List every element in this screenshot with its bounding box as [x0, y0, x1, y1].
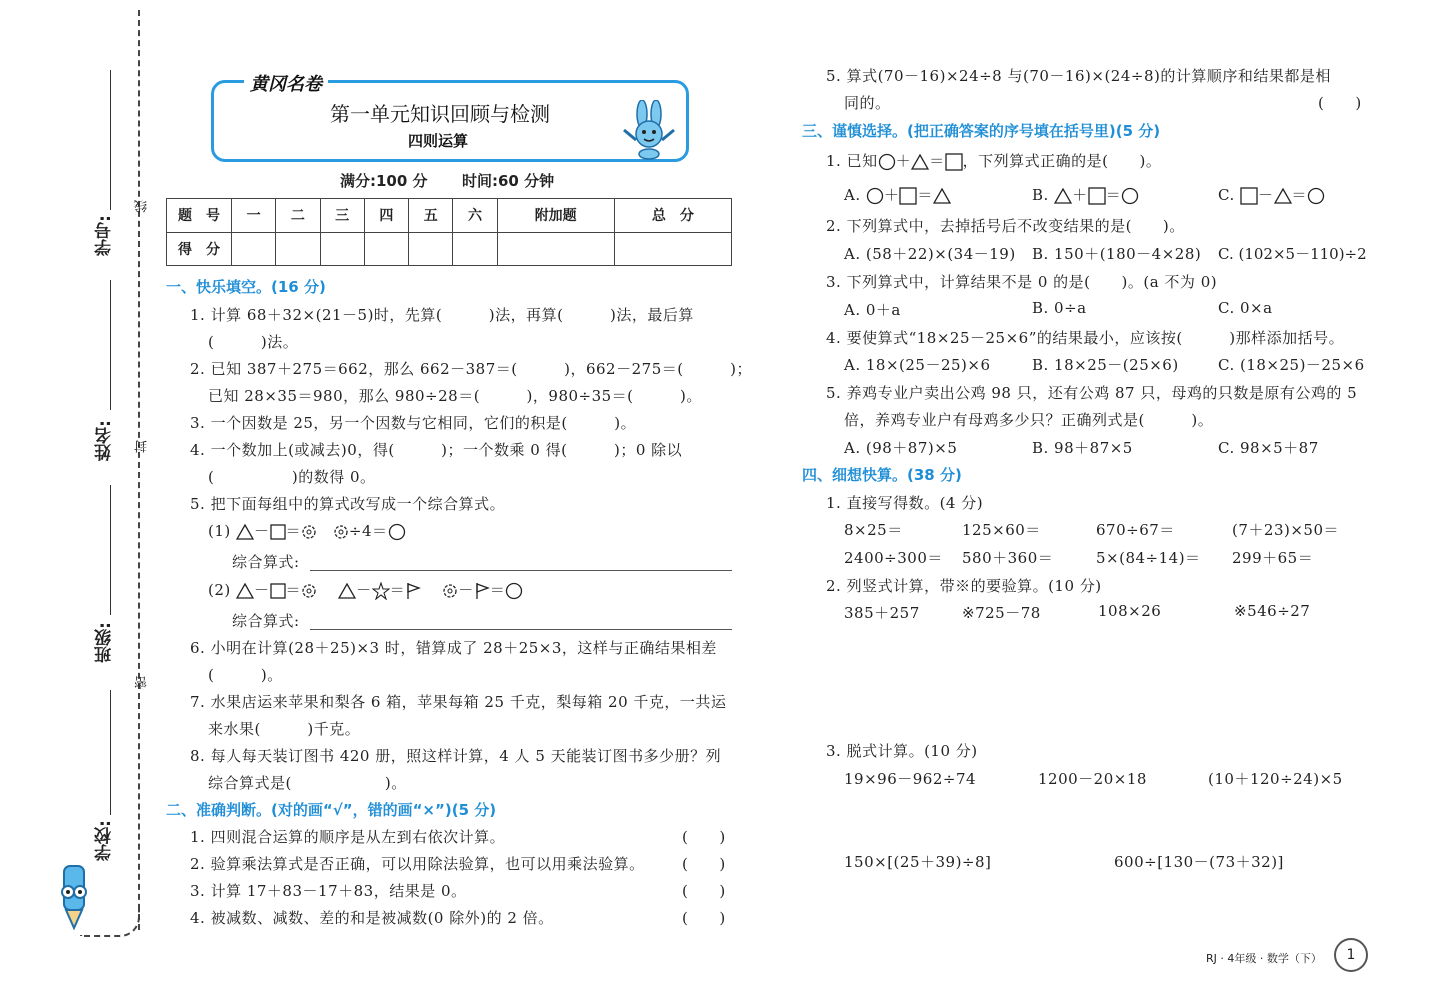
rabbit-mascot-icon: [618, 100, 680, 160]
s1-q5-1: (1) － ＝ ÷4＝: [208, 520, 406, 541]
score-table-header-row: [167, 199, 732, 233]
s4-q2: 2. 列竖式计算，带※的要验算。(10 分): [826, 577, 1102, 595]
score-input-cell[interactable]: [409, 232, 453, 266]
s3-q3-option-a[interactable]: A. 0＋a: [844, 301, 901, 319]
s1-q1-line2: ( )法。: [208, 333, 299, 351]
s1-q5: 5. 把下面每组中的算式改写成一个综合算式。: [190, 495, 506, 513]
circle-icon: [878, 153, 896, 171]
section-3-heading: 三、谨慎选择。(把正确答案的序号填在括号里)(5 分): [802, 122, 1161, 140]
triangle-icon: [933, 188, 951, 204]
s3-q2-option-b[interactable]: B. 150＋(180－4×28): [1032, 245, 1202, 263]
q5-1-label: (1): [208, 522, 231, 540]
score-header-cell: 附加题: [497, 199, 614, 233]
footer-label: RJ · 4年级 · 数学（下）: [1206, 952, 1322, 965]
student-id-line[interactable]: [110, 70, 111, 210]
s3-q5-option-c[interactable]: C. 98×5＋87: [1218, 439, 1319, 457]
direct-calc-item[interactable]: 5×(84÷14)＝: [1096, 549, 1201, 567]
step-calc-item[interactable]: (10＋120÷24)×5: [1208, 770, 1343, 788]
step-calc-item[interactable]: 19×96－962÷74: [844, 770, 977, 788]
direct-calc-item[interactable]: 2400÷300＝: [844, 549, 943, 567]
seal-line-label: 线: [135, 200, 150, 213]
s2-paren[interactable]: ( ): [1318, 94, 1362, 112]
s3-q2: 2. 下列算式中，去掉括号后不改变结果的是( )。: [826, 217, 1185, 235]
s3-q2-option-c[interactable]: C. (102×5－110)÷2: [1218, 245, 1367, 263]
s3-q1-option-b[interactable]: B. ＋ ＝: [1032, 184, 1139, 205]
dashed-binding-line: [138, 10, 140, 930]
option-letter: B.: [1032, 186, 1049, 204]
s1-q6-line1: 6. 小明在计算(28＋25)×3 时，错算成了 28＋25×3，这样与正确结果相差: [190, 639, 717, 657]
s3-q5-option-a[interactable]: A. (98＋87)×5: [844, 439, 958, 457]
step-calc-item[interactable]: 600÷[130－(73＋32)]: [1114, 853, 1284, 871]
section-1-heading: 一、快乐填空。(16 分): [166, 278, 326, 296]
circle-icon: [505, 582, 523, 600]
seal-mi-label: 密: [135, 676, 150, 689]
score-input-cell[interactable]: [614, 232, 731, 266]
s3-q5-option-b[interactable]: B. 98＋87×5: [1032, 439, 1133, 457]
q5-2-label: (2): [208, 581, 231, 599]
page-number: [1334, 938, 1368, 972]
gear-icon: [442, 583, 458, 599]
s3-q1-option-a[interactable]: A. ＋ ＝: [844, 184, 951, 205]
s1-q8-line2: 综合算式是( )。: [208, 774, 407, 792]
page-number-text: 1: [1346, 947, 1356, 963]
score-input-cell[interactable]: [232, 232, 276, 266]
triangle-icon: [236, 583, 254, 599]
star-icon: [372, 582, 390, 600]
square-icon: [945, 153, 963, 171]
q5-div4: ÷4＝: [348, 522, 388, 540]
s3-q3-option-b[interactable]: B. 0÷a: [1032, 299, 1087, 317]
s2-item-1: 1. 四则混合运算的顺序是从左到右依次计算。: [190, 828, 506, 846]
s1-q2-line1: 2. 已知 387＋275＝662，那么 662－387＝( )，662－275＝( )；: [190, 360, 752, 378]
score-header-cell: 题 号: [167, 199, 232, 233]
section-2-heading: 二、准确判断。(对的画“√”，错的画“×”)(5 分): [166, 801, 497, 819]
square-icon: [899, 187, 917, 205]
class-line[interactable]: [110, 485, 111, 615]
s3-q1-option-c[interactable]: C. － ＝: [1218, 184, 1325, 205]
triangle-icon: [338, 583, 356, 599]
step-calc-item[interactable]: 1200－20×18: [1038, 770, 1147, 788]
pencil-mascot-icon: [52, 862, 96, 932]
direct-calc-item[interactable]: 580＋360＝: [962, 549, 1054, 567]
score-table: [166, 198, 732, 266]
s3-q5-line1: 5. 养鸡专业户卖出公鸡 98 只，还有公鸡 87 只，母鸡的只数是原有公鸡的 5: [826, 384, 1358, 402]
vertical-calc-item[interactable]: ※725－78: [962, 604, 1041, 622]
score-header-cell: 四: [364, 199, 408, 233]
s1-q5-2: (2) － ＝ － ＝ － ＝: [208, 579, 523, 600]
s1-q4-line2: ( )的数得 0。: [208, 468, 376, 486]
s2-item-4: 4. 被减数、减数、差的和是被减数(0 除外)的 2 倍。: [190, 909, 554, 927]
flag-icon: [474, 582, 490, 600]
s1-q7-line2: 来水果( )千克。: [208, 720, 361, 738]
circle-icon: [388, 523, 406, 541]
s3-q3: 3. 下列算式中，计算结果不是 0 的是( )。(a 不为 0): [826, 273, 1218, 291]
circle-icon: [1121, 187, 1139, 205]
section-4-heading: 四、细想快算。(38 分): [802, 466, 962, 484]
flag-icon: [405, 582, 421, 600]
q5-1-answer-line[interactable]: [310, 570, 732, 571]
s3-q4-option-b[interactable]: B. 18×25－(25×6): [1032, 356, 1179, 374]
option-letter: A.: [844, 186, 861, 204]
s3-q5-line2: 倍，养鸡专业户有母鸡多少只？正确列式是( )。: [844, 411, 1214, 429]
s1-q4-line1: 4. 一个数加上(或减去)0，得( )；一个数乘 0 得( )；0 除以: [190, 441, 683, 459]
square-icon: [1240, 187, 1258, 205]
q5-2-zonghe-label: 综合算式:: [232, 612, 300, 630]
s3-q4: 4. 要使算式“18×25－25×6”的结果最小，应该按( )那样添加括号。: [826, 329, 1345, 347]
s3-q1-tail: ，下列算式正确的是( )。: [962, 152, 1162, 170]
gear-icon: [333, 524, 349, 540]
student-id-label: 学号:: [95, 215, 115, 256]
s1-q8-line1: 8. 每人每天装订图书 420 册，照这样计算，4 人 5 天能装订图书多少册？列: [190, 747, 722, 765]
circle-icon: [1307, 187, 1325, 205]
gear-icon: [301, 524, 317, 540]
s2-paren[interactable]: ( ): [682, 882, 726, 900]
s4-q3: 3. 脱式计算。(10 分): [826, 742, 978, 760]
s3-q3-option-c[interactable]: C. 0×a: [1218, 299, 1273, 317]
full-score: 满分:100 分: [340, 172, 428, 190]
page-title: 第一单元知识回顾与检测: [330, 102, 550, 126]
vertical-calc-item[interactable]: ※546÷27: [1234, 602, 1311, 620]
s1-q1-line1: 1. 计算 68＋32×(21－5)时，先算( )法，再算( )法，最后算: [190, 306, 694, 324]
direct-calc-item[interactable]: 670÷67＝: [1096, 521, 1175, 539]
option-letter: C.: [1218, 186, 1235, 204]
s3-q4-option-c[interactable]: C. (18×25)－25×6: [1218, 356, 1365, 374]
s1-q3: 3. 一个因数是 25，另一个因数与它相同，它们的积是( )。: [190, 414, 637, 432]
score-row-label: 得 分: [167, 232, 232, 266]
score-input-cell[interactable]: [276, 232, 320, 266]
score-header-cell: 三: [320, 199, 364, 233]
score-input-cell[interactable]: [364, 232, 408, 266]
school-line[interactable]: [110, 690, 111, 815]
s2-paren[interactable]: ( ): [682, 909, 726, 927]
s2-item-3: 3. 计算 17＋83－17＋83，结果是 0。: [190, 882, 467, 900]
score-header-cell: 六: [453, 199, 497, 233]
triangle-icon: [911, 154, 929, 170]
score-input-cell[interactable]: [453, 232, 497, 266]
direct-calc-item[interactable]: 125×60＝: [962, 521, 1041, 539]
vertical-calc-item[interactable]: 108×26: [1098, 602, 1162, 620]
triangle-icon: [1054, 188, 1072, 204]
score-input-cell[interactable]: [320, 232, 364, 266]
score-header-cell: 五: [409, 199, 453, 233]
name-label: 姓名:: [95, 420, 115, 461]
direct-calc-item[interactable]: 299＋65＝: [1232, 549, 1314, 567]
s1-q6-line2: ( )。: [208, 666, 283, 684]
q5-1-zonghe-label: 综合算式:: [232, 553, 300, 571]
s3-q4-option-a[interactable]: A. 18×(25－25)×6: [844, 356, 991, 374]
score-input-cell[interactable]: [497, 232, 614, 266]
s2-paren[interactable]: ( ): [682, 828, 726, 846]
triangle-icon: [236, 524, 254, 540]
s1-q2-line2: 已知 28×35＝980，那么 980÷28＝( )，980÷35＝( )。: [208, 387, 702, 405]
exam-time: 时间:60 分钟: [462, 172, 555, 190]
s2-item-2: 2. 验算乘法算式是否正确，可以用除法验算，也可以用乘法验算。: [190, 855, 645, 873]
class-label: 班级:: [95, 622, 115, 663]
score-header-cell: 总 分: [614, 199, 731, 233]
name-line[interactable]: [110, 280, 111, 410]
score-table-score-row: [167, 232, 732, 266]
step-calc-item[interactable]: 150×[(25＋39)÷8]: [844, 853, 992, 871]
square-icon: [270, 524, 286, 540]
s3-q2-option-a[interactable]: A. (58＋22)×(34－19): [844, 245, 1016, 263]
school-label: 学校:: [95, 820, 115, 861]
s1-q7-line1: 7. 水果店运来苹果和梨各 6 箱，苹果每箱 25 千克，梨每箱 20 千克，一共运: [190, 693, 727, 711]
direct-calc-item[interactable]: (7＋23)×50＝: [1232, 521, 1339, 539]
square-icon: [1088, 187, 1106, 205]
s2-item-5-line2: 同的。: [844, 94, 891, 112]
s3-q1-prefix: 1. 已知: [826, 152, 878, 170]
gear-icon: [301, 583, 317, 599]
triangle-icon: [1274, 188, 1292, 204]
direct-calc-item[interactable]: 8×25＝: [844, 521, 903, 539]
brand-logo: 黄冈名卷: [244, 68, 328, 98]
s2-item-5-line1: 5. 算式(70－16)×24÷8 与(70－16)×(24÷8)的计算顺序和结果都是相: [826, 67, 1331, 85]
q5-2-answer-line[interactable]: [310, 629, 732, 630]
seal-feng-label: 封: [135, 440, 150, 453]
square-icon: [270, 583, 286, 599]
circle-icon: [866, 187, 884, 205]
score-header-cell: 一: [232, 199, 276, 233]
s2-paren[interactable]: ( ): [682, 855, 726, 873]
page-subtitle: 四则运算: [408, 132, 469, 150]
score-header-cell: 二: [276, 199, 320, 233]
s3-q1: 1. 已知 ＋ ＝ ，下列算式正确的是( )。: [826, 152, 1162, 170]
s4-q1: 1. 直接写得数。(4 分): [826, 494, 984, 512]
vertical-calc-item[interactable]: 385＋257: [844, 604, 920, 622]
